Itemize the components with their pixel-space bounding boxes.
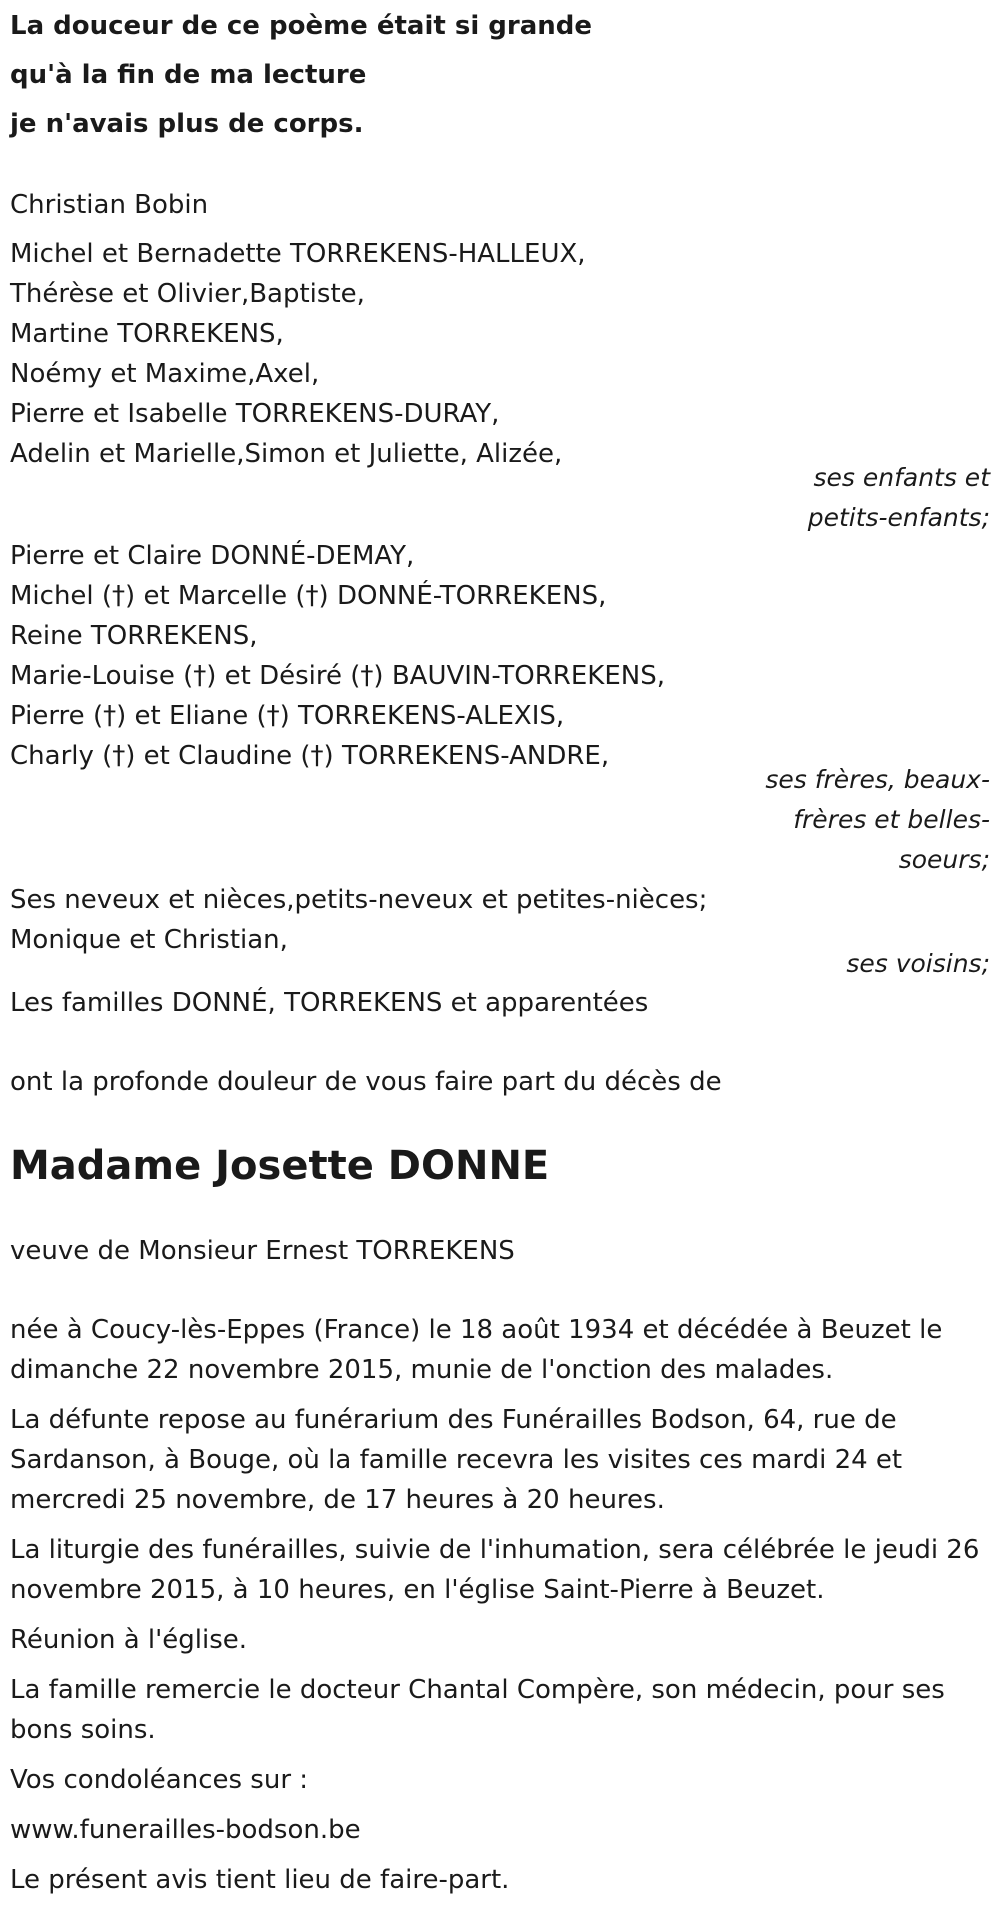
deceased-name: Madame Josette DONNE [10, 1143, 550, 1189]
announcement: ont la profonde douleur de vous faire part du décès de [10, 1067, 722, 1097]
family-line: Pierre et Claire DONNÉ-DEMAY, [10, 541, 415, 571]
liturgy-paragraph: La liturgie des funérailles, suivie de l'inhumation, sera célébrée le jeudi 26 novembre 2015, à 10 heures, en l'église Saint-Pierre à Beuzet. [10, 1535, 980, 1605]
poem-author: Christian Bobin [10, 190, 209, 220]
poem-line: La douceur de ce poème était si grande [10, 11, 593, 41]
family-line: Michel et Bernadette TORREKENS-HALLEUX, [10, 239, 586, 269]
nephews-line: Ses neveux et nièces,petits-neveux et petites-nièces; [10, 885, 708, 915]
thanks-paragraph: La famille remercie le docteur Chantal Compère, son médecin, pour ses bons soins. [10, 1675, 945, 1745]
widow-of: veuve de Monsieur Ernest TORREKENS [10, 1236, 515, 1266]
neighbours-role: ses voisins; [846, 949, 990, 978]
poem-line: qu'à la fin de ma lecture [10, 60, 367, 90]
meeting-line: Réunion à l'église. [10, 1625, 248, 1655]
siblings-role: ses frères, beaux- frères et belles- soeurs; [765, 765, 990, 874]
family-line: Adelin et Marielle,Simon et Juliette, Alizée, [10, 439, 563, 469]
family-line: Thérèse et Olivier,Baptiste, [10, 279, 365, 309]
family-line: Michel (†) et Marcelle (†) DONNÉ-TORREKENS, [10, 581, 607, 611]
notice-line: Le présent avis tient lieu de faire-part. [10, 1865, 510, 1895]
family-line: Martine TORREKENS, [10, 319, 284, 349]
poem [10, 2, 592, 149]
families-line: Les familles DONNÉ, TORREKENS et apparentées [10, 988, 649, 1018]
children-list [10, 234, 586, 474]
family-line: Charly (†) et Claudine (†) TORREKENS-ANDRE, [10, 741, 610, 771]
website-link[interactable]: www.funerailles-bodson.be [10, 1815, 361, 1845]
birth-death-paragraph: née à Coucy-lès-Eppes (France) le 18 août 1934 et décédée à Beuzet le dimanche 22 novembre 2015, munie de l'onction des malades. [10, 1315, 943, 1385]
children-role: ses enfants et petits-enfants; [807, 463, 990, 532]
family-line: Marie-Louise (†) et Désiré (†) BAUVIN-TORREKENS, [10, 661, 665, 691]
condolences-line: Vos condoléances sur : [10, 1765, 309, 1795]
family-line: Pierre et Isabelle TORREKENS-DURAY, [10, 399, 500, 429]
family-line: Noémy et Maxime,Axel, [10, 359, 320, 389]
family-line: Pierre (†) et Eliane (†) TORREKENS-ALEXIS, [10, 701, 565, 731]
poem-line: je n'avais plus de corps. [10, 109, 364, 139]
neighbours-line: Monique et Christian, [10, 925, 288, 955]
siblings-list [10, 536, 665, 776]
website-line [10, 1810, 995, 1850]
family-line: Reine TORREKENS, [10, 621, 258, 651]
rest-place-paragraph: La défunte repose au funérarium des Funérailles Bodson, 64, rue de Sardanson, à Bouge, où la famille recevra les visites ces mardi 24 et mercredi 25 novembre, de 17 heures à 20 heures. [10, 1405, 903, 1515]
